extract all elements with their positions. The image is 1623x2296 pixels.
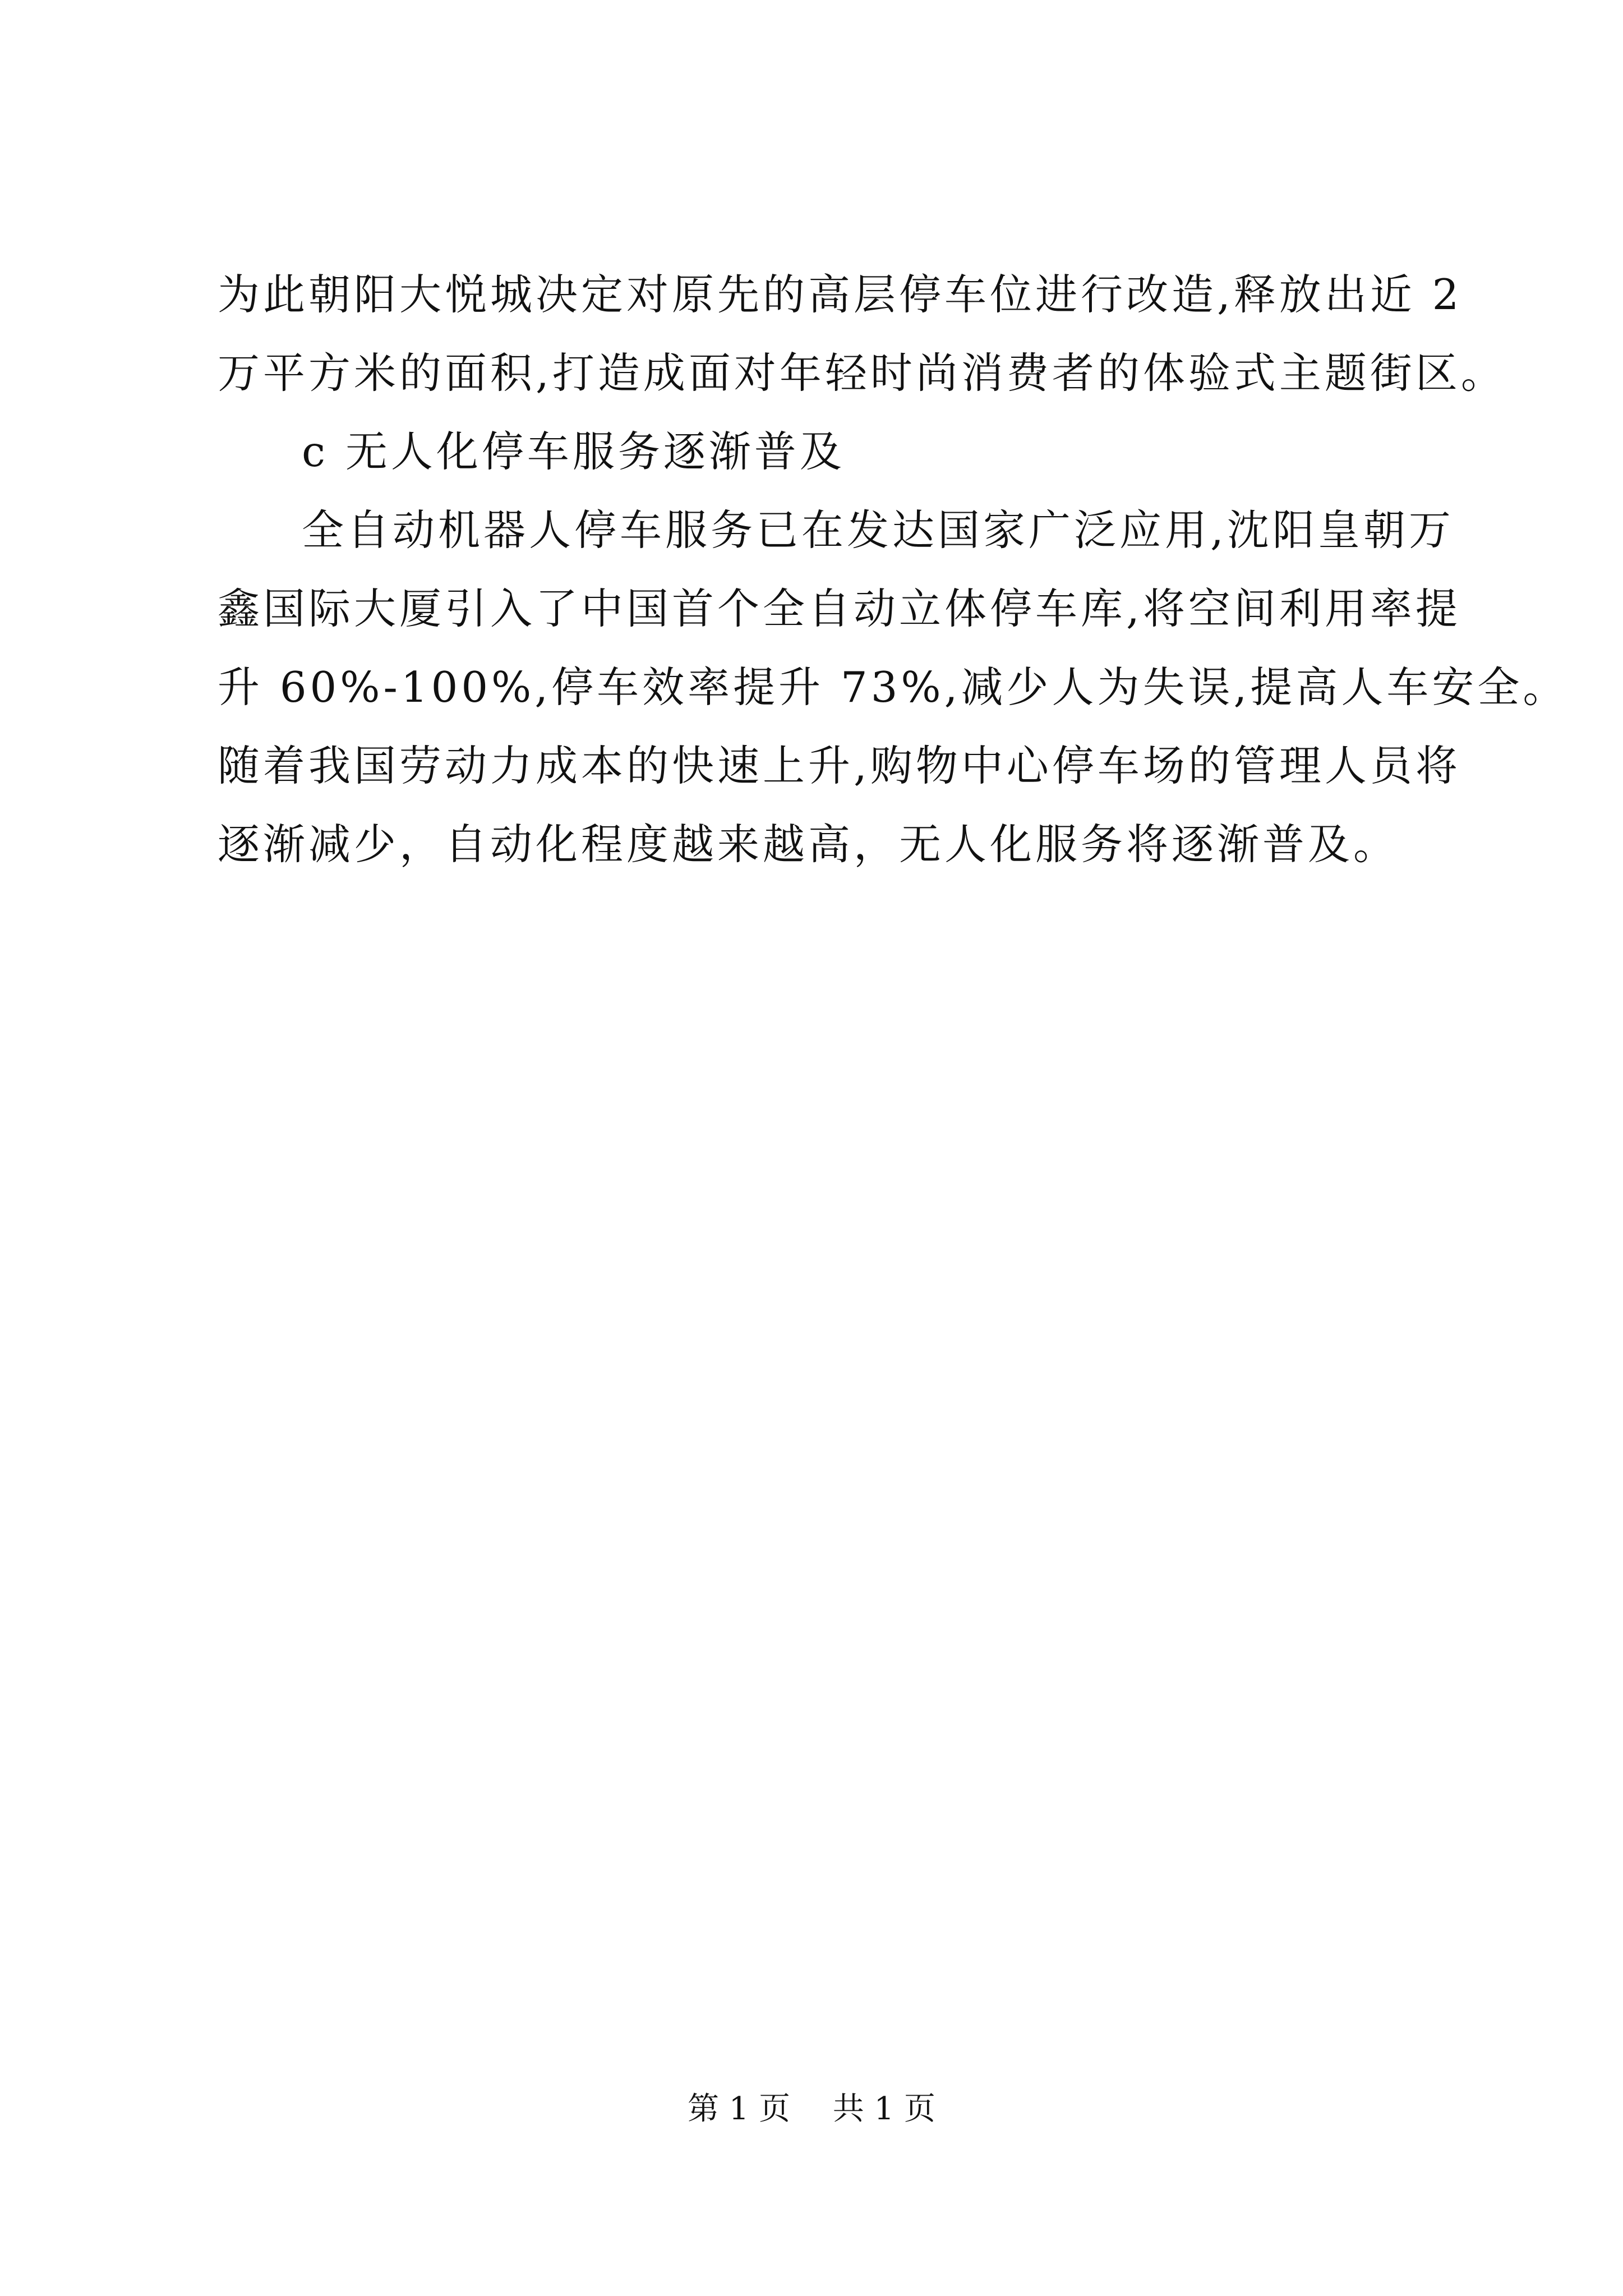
section-heading: c 无人化停车服务逐渐普及 xyxy=(302,427,845,476)
paragraph-line-5: 升 60%-100%,停车效率提升 73%,减少人为失误,提高人车安全。 xyxy=(218,662,1569,712)
paragraph-line-2: 万平方米的面积,打造成面对年轻时尚消费者的体验式主题街区。 xyxy=(218,348,1506,398)
page-number: 第 1 页 xyxy=(687,2091,791,2127)
page-footer xyxy=(0,2087,1623,2132)
paragraph-line-7: 逐渐减少，自动化程度越来越高，无人化服务将逐渐普及。 xyxy=(218,820,1399,869)
page-total: 共 1 页 xyxy=(832,2091,936,2127)
paragraph-line-1: 为此朝阳大悦城决定对原先的高层停车位进行改造,释放出近 2 xyxy=(218,270,1463,319)
paragraph-line-4: 鑫国际大厦引入了中国首个全自动立体停车库,将空间利用率提 xyxy=(218,584,1461,633)
document-body xyxy=(218,255,1569,884)
paragraph-line-3: 全自动机器人停车服务已在发达国家广泛应用,沈阳皇朝万 xyxy=(302,505,1454,555)
paragraph-line-6: 随着我国劳动力成本的快速上升,购物中心停车场的管理人员将 xyxy=(218,741,1461,790)
